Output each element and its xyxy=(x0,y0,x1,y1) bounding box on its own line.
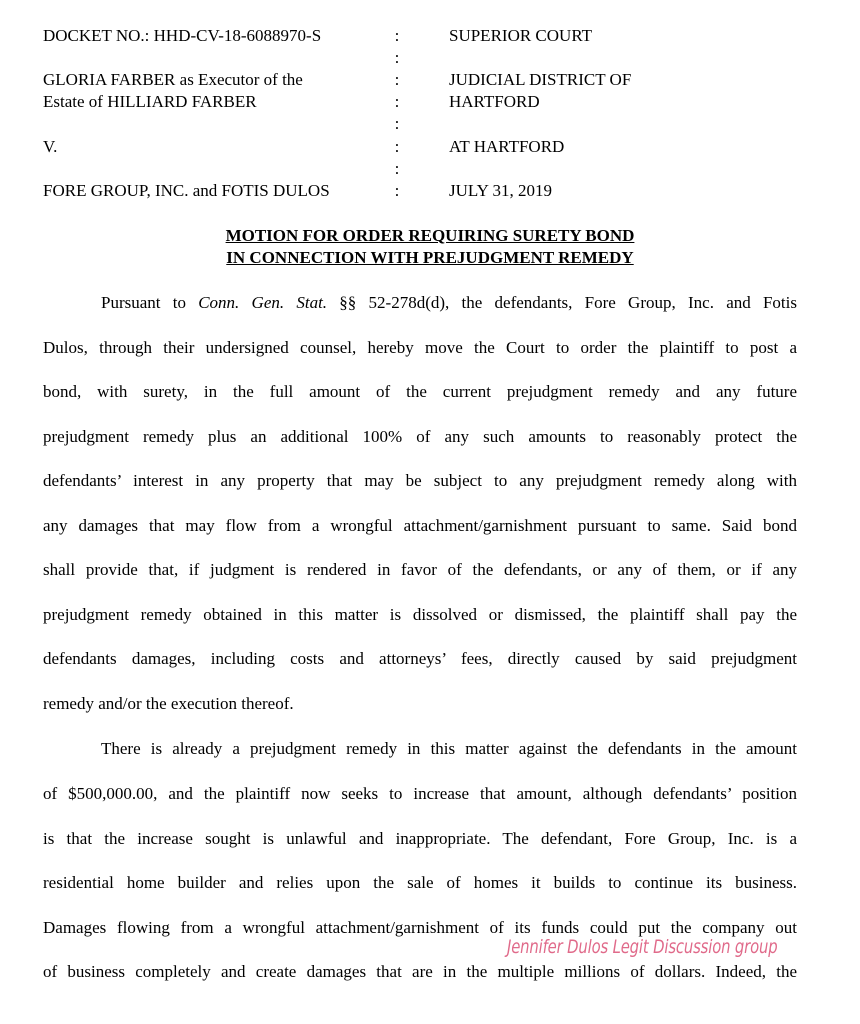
paragraph-1-line: defendants’ interest in any property that may be subject to any prejudgment remedy along with xyxy=(43,471,797,490)
text-run: Pursuant to xyxy=(101,293,199,312)
motion-title-line-2: IN CONNECTION WITH PREJUDGMENT REMEDY xyxy=(226,248,634,267)
court-location: AT HARTFORD xyxy=(449,137,565,156)
district-line-2: HARTFORD xyxy=(449,92,540,111)
paragraph-1-line: defendants damages, including costs and attorneys’ fees, directly caused by said prejudgment xyxy=(43,649,797,668)
caption-separator: : xyxy=(394,48,400,67)
versus: V. xyxy=(43,137,58,156)
caption-separator: : xyxy=(394,26,400,45)
paragraph-2-line: residential home builder and relies upon the sale of homes it builds to continue its business. xyxy=(43,873,797,892)
docket-number: DOCKET NO.: HHD-CV-18-6088970-S xyxy=(43,26,322,45)
plaintiff-line-2: Estate of HILLIARD FARBER xyxy=(43,92,257,111)
motion-title-line-1: MOTION FOR ORDER REQUIRING SURETY BOND xyxy=(225,226,635,245)
caption-separator: : xyxy=(394,92,400,111)
paragraph-2-line: is that the increase sought is unlawful and inappropriate. The defendant, Fore Group, Inc. is a xyxy=(43,829,797,848)
district-line-1: JUDICIAL DISTRICT OF xyxy=(449,70,632,89)
paragraph-1-line: any damages that may flow from a wrongful attachment/garnishment pursuant to same. Said bond xyxy=(43,516,797,535)
paragraph-2-line: of business completely and create damages that are in the multiple millions of dollars. Indeed, the xyxy=(43,962,797,981)
filing-date: JULY 31, 2019 xyxy=(449,181,552,200)
paragraph-2-line: of $500,000.00, and the plaintiff now seeks to increase that amount, although defendants’ position xyxy=(43,784,797,803)
paragraph-1-line: Dulos, through their undersigned counsel, hereby move the Court to order the plaintiff to post a xyxy=(43,338,797,357)
text-run: §§ 52-278d(d), the defendants, Fore Group, Inc. and Fotis xyxy=(327,293,797,312)
paragraph-2-line-1: There is already a prejudgment remedy in this matter against the defendants in the amount xyxy=(101,739,797,758)
caption-separator: : xyxy=(394,114,400,133)
caption-separator: : xyxy=(394,181,400,200)
defendants: FORE GROUP, INC. and FOTIS DULOS xyxy=(43,181,330,200)
group-watermark: Jennifer Dulos Legit Discussion group xyxy=(507,936,778,958)
paragraph-1-line: prejudgment remedy obtained in this matter is dissolved or dismissed, the plaintiff shall pay the xyxy=(43,605,797,624)
paragraph-1-line: shall provide that, if judgment is rendered in favor of the defendants, or any of them, or if any xyxy=(43,560,797,579)
paragraph-1-line-1 xyxy=(101,292,797,314)
caption-separator: : xyxy=(394,137,400,156)
paragraph-2-line: Damages flowing from a wrongful attachment/garnishment of its funds could put the company out xyxy=(43,918,797,937)
paragraph-1-line: bond, with surety, in the full amount of the current prejudgment remedy and any future xyxy=(43,382,797,401)
court-name: SUPERIOR COURT xyxy=(449,26,593,45)
paragraph-1-line: remedy and/or the execution thereof. xyxy=(43,694,294,713)
caption-separator: : xyxy=(394,70,400,89)
statute-citation: Conn. Gen. Stat. xyxy=(198,293,328,312)
paragraph-1-line: prejudgment remedy plus an additional 100% of any such amounts to reasonably protect the xyxy=(43,427,797,446)
caption-separator: : xyxy=(394,159,400,178)
plaintiff-line-1: GLORIA FARBER as Executor of the xyxy=(43,70,303,89)
